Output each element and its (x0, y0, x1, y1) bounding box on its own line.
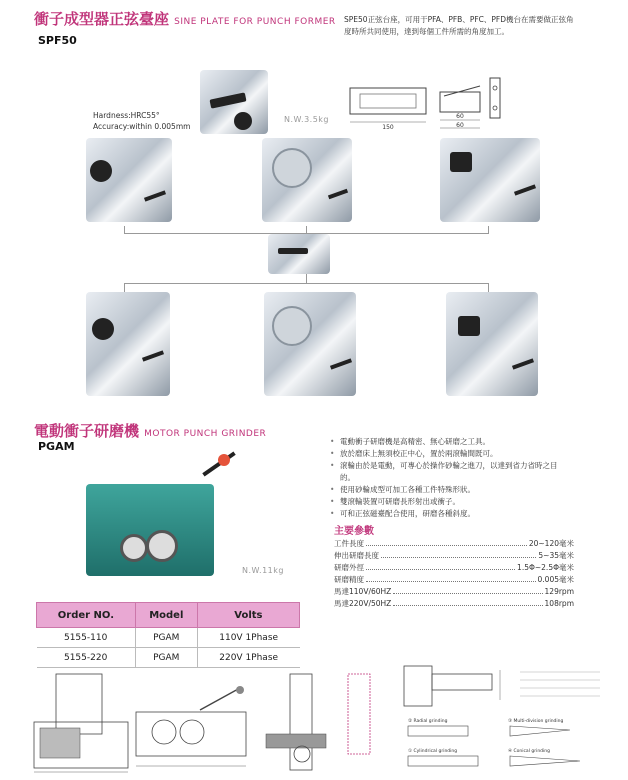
spec-value: 20~120毫米 (528, 539, 574, 548)
header-model: Model (135, 603, 197, 628)
sine-plate-photo (200, 70, 268, 134)
pgam-title-en: MOTOR PUNCH GRINDER (144, 429, 267, 439)
pgam-photo (86, 484, 214, 576)
spec-label: 馬達110V/60HZ (334, 587, 392, 596)
feature-item: • 雙滾輪裝置可研磨長形射出或衝子。 (330, 496, 570, 508)
pgam-header (34, 420, 266, 441)
multi-division-label: ③ Multi-division grinding (508, 719, 564, 724)
spec-row (334, 598, 574, 610)
punch-former-sine-photo-1 (86, 292, 170, 396)
punch-former-photo-2 (262, 138, 352, 222)
spec-row (334, 550, 574, 562)
spec-value: 0.005毫米 (537, 575, 574, 584)
radial-label: ② Radial grinding (408, 719, 448, 724)
feature-item: • 滾輪由於是電動，可專心於操作砂輪之進刀，以達到省力省時之目的。 (330, 460, 570, 484)
spf50-desc-line2: 度時所共同使用，達到每個工件所需的角度加工。 (344, 27, 509, 36)
order-table (36, 602, 300, 668)
spec-row (334, 586, 574, 598)
pgam-side-drawing (130, 686, 260, 776)
spec-value: 1.5Φ~2.5Φ毫米 (517, 563, 574, 572)
spf50-title-cn: 衝子成型器正弦臺座 (34, 10, 170, 28)
pgam-net-weight: N.W.11kg (242, 566, 284, 575)
spec-list (334, 538, 574, 610)
punch-former-photo-3 (440, 138, 540, 222)
table-row (37, 648, 300, 668)
cell-volts: 220V 1Phase (197, 648, 299, 668)
header-order-no: Order NO. (37, 603, 136, 628)
spf50-desc-line1: SPE50正弦台座，可用于PFA、PFB、PFC、PFD機台在需要做正弦角 (344, 15, 574, 24)
cylindrical-label: ① Cylindrical grinding (408, 749, 458, 754)
hardness-text: Hardness:HRC55° (93, 111, 160, 120)
punch-former-sine-photo-2 (264, 292, 356, 396)
cell-volts: 110V 1Phase (197, 628, 299, 648)
feature-item: • 使用砂輪成型可加工各種工件特殊形狀。 (330, 484, 570, 496)
dim-150: 150 (382, 124, 394, 130)
grinding-modes-diagram (400, 660, 610, 778)
spec-title: 主要參數 (334, 526, 374, 537)
header-volts: Volts (197, 603, 299, 628)
spf50-specs (93, 110, 190, 132)
table-row (37, 628, 300, 648)
spf50-title-en: SINE PLATE FOR PUNCH FORMER (174, 17, 336, 27)
spf50-model: SPF50 (38, 34, 77, 47)
connector (124, 283, 489, 284)
spec-label: 工件長度 (334, 539, 364, 548)
spf50-header (34, 8, 336, 29)
spec-row (334, 562, 574, 574)
dim-60b: 60 (456, 122, 464, 129)
spf50-front-drawing (340, 78, 440, 130)
cell-order-no: 5155-110 (37, 628, 136, 648)
pgam-front-drawing (26, 666, 136, 776)
pgam-model: PGAM (38, 440, 75, 453)
punch-former-sine-photo-3 (446, 292, 538, 396)
spec-value: 129rpm (544, 587, 574, 596)
feature-item: • 可和正弦磁臺配合使用，研磨各種斜度。 (330, 508, 570, 520)
spec-value: 5~35毫米 (538, 551, 574, 560)
spf50-net-weight: N.W.3.5kg (284, 115, 329, 124)
spec-label: 研磨外徑 (334, 563, 364, 572)
spec-row (334, 574, 574, 586)
cell-order-no: 5155-220 (37, 648, 136, 668)
pgam-feature-list (330, 436, 570, 520)
spec-label: 馬達220V/50HZ (334, 599, 392, 608)
dim-60a: 60 (456, 113, 464, 120)
pgam-section-drawing (262, 666, 382, 776)
spec-value: 108rpm (544, 599, 574, 608)
accuracy-text: Accuracy:within 0.005mm (93, 122, 191, 131)
spec-label: 研磨精度 (334, 575, 364, 584)
order-table-header (37, 603, 300, 628)
conical-label: ④ Conical grinding (508, 749, 550, 754)
spf50-end-drawing (486, 74, 506, 122)
sine-plate-photo-small (268, 234, 330, 274)
cell-model: PGAM (135, 648, 197, 668)
spf50-description (344, 14, 624, 38)
feature-item: • 放於磨床上無須校正中心，置於兩滾輪間既可。 (330, 448, 570, 460)
punch-former-photo-1 (86, 138, 172, 222)
spec-row (334, 538, 574, 550)
pgam-handle-knob (218, 454, 230, 466)
spec-label: 伸出研磨長度 (334, 551, 379, 560)
cell-model: PGAM (135, 628, 197, 648)
feature-item: • 電動衝子研磨機是高精密、無心研磨之工具。 (330, 436, 570, 448)
pgam-title-cn: 電動衝子研磨機 (34, 422, 140, 440)
